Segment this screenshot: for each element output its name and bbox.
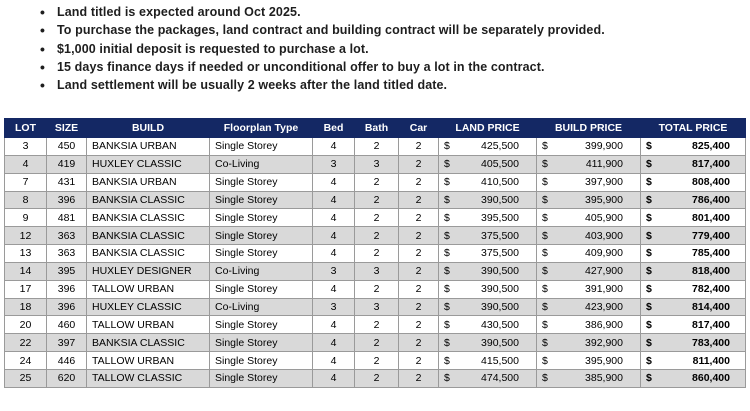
currency-symbol: $ bbox=[444, 158, 450, 171]
build-price-cell bbox=[537, 352, 641, 370]
price-amount: 430,500 bbox=[481, 318, 519, 331]
car-cell: 2 bbox=[399, 280, 439, 298]
price-amount: 386,900 bbox=[585, 318, 623, 331]
currency-symbol: $ bbox=[646, 140, 652, 153]
table-row bbox=[5, 209, 746, 227]
currency-symbol: $ bbox=[646, 318, 652, 331]
car-cell: 2 bbox=[399, 173, 439, 191]
total-price-cell bbox=[641, 191, 746, 209]
table-row bbox=[5, 191, 746, 209]
total-price-cell bbox=[641, 298, 746, 316]
build-cell: HUXLEY DESIGNER bbox=[87, 262, 210, 280]
price-amount: 375,500 bbox=[481, 229, 519, 242]
currency-symbol: $ bbox=[646, 247, 652, 260]
currency-symbol: $ bbox=[646, 211, 652, 224]
price-amount: 860,400 bbox=[692, 372, 730, 385]
currency-symbol: $ bbox=[646, 158, 652, 171]
total-price-cell bbox=[641, 209, 746, 227]
header-bath: Bath bbox=[355, 119, 399, 138]
bed-cell: 3 bbox=[313, 262, 355, 280]
price-amount: 825,400 bbox=[692, 140, 730, 153]
price-amount: 395,900 bbox=[585, 193, 623, 206]
currency-symbol: $ bbox=[444, 193, 450, 206]
table-row bbox=[5, 280, 746, 298]
currency-symbol: $ bbox=[542, 140, 548, 153]
bed-cell: 4 bbox=[313, 334, 355, 352]
currency-symbol: $ bbox=[646, 193, 652, 206]
build-cell: TALLOW URBAN bbox=[87, 280, 210, 298]
price-amount: 817,400 bbox=[692, 158, 730, 171]
build-cell: TALLOW CLASSIC bbox=[87, 369, 210, 387]
currency-symbol: $ bbox=[542, 354, 548, 367]
build-cell: BANKSIA URBAN bbox=[87, 173, 210, 191]
total-price-cell bbox=[641, 369, 746, 387]
land-price-cell bbox=[439, 334, 537, 352]
size-cell: 396 bbox=[47, 280, 87, 298]
car-cell: 2 bbox=[399, 369, 439, 387]
table-body bbox=[5, 138, 746, 388]
header-bed: Bed bbox=[313, 119, 355, 138]
note-item: • $1,000 initial deposit is requested to purchase a lot. bbox=[57, 40, 750, 58]
size-cell: 431 bbox=[47, 173, 87, 191]
bath-cell: 3 bbox=[355, 262, 399, 280]
land-price-cell bbox=[439, 155, 537, 173]
bath-cell: 2 bbox=[355, 280, 399, 298]
currency-symbol: $ bbox=[542, 229, 548, 242]
note-item: • Land titled is expected around Oct 2025. bbox=[57, 3, 750, 21]
bath-cell: 2 bbox=[355, 334, 399, 352]
bath-cell: 2 bbox=[355, 191, 399, 209]
build-price-cell bbox=[537, 316, 641, 334]
currency-symbol: $ bbox=[542, 193, 548, 206]
size-cell: 460 bbox=[47, 316, 87, 334]
price-amount: 783,400 bbox=[692, 336, 730, 349]
lot-cell: 22 bbox=[5, 334, 47, 352]
table-row bbox=[5, 352, 746, 370]
lot-cell: 13 bbox=[5, 245, 47, 263]
table-row bbox=[5, 334, 746, 352]
currency-symbol: $ bbox=[444, 301, 450, 314]
build-price-cell bbox=[537, 369, 641, 387]
size-cell: 396 bbox=[47, 191, 87, 209]
total-price-cell bbox=[641, 155, 746, 173]
size-cell: 450 bbox=[47, 138, 87, 156]
lot-cell: 25 bbox=[5, 369, 47, 387]
header-total-price: TOTAL PRICE bbox=[641, 119, 746, 138]
build-cell: BANKSIA CLASSIC bbox=[87, 191, 210, 209]
price-amount: 385,900 bbox=[585, 372, 623, 385]
currency-symbol: $ bbox=[542, 158, 548, 171]
size-cell: 419 bbox=[47, 155, 87, 173]
price-amount: 390,500 bbox=[481, 301, 519, 314]
size-cell: 481 bbox=[47, 209, 87, 227]
lot-cell: 12 bbox=[5, 227, 47, 245]
price-amount: 405,900 bbox=[585, 211, 623, 224]
floorplan-cell: Co-Living bbox=[210, 298, 313, 316]
total-price-cell bbox=[641, 138, 746, 156]
lot-cell: 4 bbox=[5, 155, 47, 173]
currency-symbol: $ bbox=[444, 318, 450, 331]
land-price-cell bbox=[439, 245, 537, 263]
price-amount: 817,400 bbox=[692, 318, 730, 331]
price-table bbox=[4, 118, 746, 388]
car-cell: 2 bbox=[399, 262, 439, 280]
lot-cell: 7 bbox=[5, 173, 47, 191]
land-price-cell bbox=[439, 262, 537, 280]
price-amount: 425,500 bbox=[481, 140, 519, 153]
bath-cell: 2 bbox=[355, 138, 399, 156]
total-price-cell bbox=[641, 280, 746, 298]
land-price-cell bbox=[439, 280, 537, 298]
currency-symbol: $ bbox=[646, 229, 652, 242]
total-price-cell bbox=[641, 262, 746, 280]
car-cell: 2 bbox=[399, 245, 439, 263]
size-cell: 396 bbox=[47, 298, 87, 316]
currency-symbol: $ bbox=[444, 140, 450, 153]
build-price-cell bbox=[537, 227, 641, 245]
build-cell: TALLOW URBAN bbox=[87, 316, 210, 334]
bed-cell: 4 bbox=[313, 245, 355, 263]
header-land-price: LAND PRICE bbox=[439, 119, 537, 138]
price-amount: 782,400 bbox=[692, 283, 730, 296]
build-price-cell bbox=[537, 280, 641, 298]
floorplan-cell: Single Storey bbox=[210, 227, 313, 245]
bed-cell: 4 bbox=[313, 369, 355, 387]
price-amount: 395,900 bbox=[585, 354, 623, 367]
table-row bbox=[5, 369, 746, 387]
currency-symbol: $ bbox=[646, 265, 652, 278]
currency-symbol: $ bbox=[646, 176, 652, 189]
currency-symbol: $ bbox=[444, 265, 450, 278]
floorplan-cell: Co-Living bbox=[210, 262, 313, 280]
land-price-cell bbox=[439, 369, 537, 387]
price-amount: 801,400 bbox=[692, 211, 730, 224]
header-lot: LOT bbox=[5, 119, 47, 138]
currency-symbol: $ bbox=[646, 354, 652, 367]
build-price-cell bbox=[537, 262, 641, 280]
note-item: • 15 days finance days if needed or unconditional offer to buy a lot in the contract. bbox=[57, 58, 750, 76]
build-price-cell bbox=[537, 298, 641, 316]
bed-cell: 3 bbox=[313, 155, 355, 173]
price-amount: 818,400 bbox=[692, 265, 730, 278]
table-row bbox=[5, 227, 746, 245]
floorplan-cell: Co-Living bbox=[210, 155, 313, 173]
build-cell: BANKSIA CLASSIC bbox=[87, 245, 210, 263]
size-cell: 395 bbox=[47, 262, 87, 280]
currency-symbol: $ bbox=[542, 176, 548, 189]
bath-cell: 2 bbox=[355, 245, 399, 263]
price-amount: 390,500 bbox=[481, 336, 519, 349]
price-amount: 392,900 bbox=[585, 336, 623, 349]
table-header-row bbox=[5, 119, 746, 138]
size-cell: 620 bbox=[47, 369, 87, 387]
lot-cell: 3 bbox=[5, 138, 47, 156]
price-amount: 423,900 bbox=[585, 301, 623, 314]
table-row bbox=[5, 138, 746, 156]
bed-cell: 4 bbox=[313, 280, 355, 298]
currency-symbol: $ bbox=[646, 283, 652, 296]
price-amount: 399,900 bbox=[585, 140, 623, 153]
floorplan-cell: Single Storey bbox=[210, 191, 313, 209]
build-cell: HUXLEY CLASSIC bbox=[87, 298, 210, 316]
header-build: BUILD bbox=[87, 119, 210, 138]
currency-symbol: $ bbox=[542, 336, 548, 349]
bath-cell: 2 bbox=[355, 316, 399, 334]
currency-symbol: $ bbox=[542, 265, 548, 278]
price-amount: 474,500 bbox=[481, 372, 519, 385]
build-price-cell bbox=[537, 209, 641, 227]
note-item: • Land settlement will be usually 2 weeks after the land titled date. bbox=[57, 76, 750, 94]
price-amount: 390,500 bbox=[481, 265, 519, 278]
floorplan-cell: Single Storey bbox=[210, 245, 313, 263]
bath-cell: 2 bbox=[355, 352, 399, 370]
lot-cell: 18 bbox=[5, 298, 47, 316]
car-cell: 2 bbox=[399, 352, 439, 370]
price-amount: 415,500 bbox=[481, 354, 519, 367]
bath-cell: 3 bbox=[355, 298, 399, 316]
bath-cell: 2 bbox=[355, 173, 399, 191]
price-amount: 390,500 bbox=[481, 193, 519, 206]
header-build-price: BUILD PRICE bbox=[537, 119, 641, 138]
currency-symbol: $ bbox=[444, 176, 450, 189]
land-price-cell bbox=[439, 298, 537, 316]
table-row bbox=[5, 155, 746, 173]
bed-cell: 4 bbox=[313, 316, 355, 334]
land-price-cell bbox=[439, 227, 537, 245]
currency-symbol: $ bbox=[444, 372, 450, 385]
car-cell: 2 bbox=[399, 138, 439, 156]
currency-symbol: $ bbox=[444, 211, 450, 224]
currency-symbol: $ bbox=[444, 336, 450, 349]
note-item: • To purchase the packages, land contract and building contract will be separately provided. bbox=[57, 21, 750, 39]
currency-symbol: $ bbox=[542, 283, 548, 296]
build-cell: BANKSIA CLASSIC bbox=[87, 227, 210, 245]
currency-symbol: $ bbox=[646, 301, 652, 314]
notes-list bbox=[0, 0, 750, 94]
land-price-cell bbox=[439, 209, 537, 227]
build-cell: HUXLEY CLASSIC bbox=[87, 155, 210, 173]
size-cell: 397 bbox=[47, 334, 87, 352]
build-cell: BANKSIA CLASSIC bbox=[87, 334, 210, 352]
build-price-cell bbox=[537, 191, 641, 209]
lot-cell: 24 bbox=[5, 352, 47, 370]
bath-cell: 2 bbox=[355, 369, 399, 387]
price-amount: 409,900 bbox=[585, 247, 623, 260]
price-amount: 814,400 bbox=[692, 301, 730, 314]
bed-cell: 4 bbox=[313, 209, 355, 227]
land-price-cell bbox=[439, 191, 537, 209]
price-amount: 403,900 bbox=[585, 229, 623, 242]
table-row bbox=[5, 262, 746, 280]
total-price-cell bbox=[641, 316, 746, 334]
car-cell: 2 bbox=[399, 191, 439, 209]
land-price-cell bbox=[439, 352, 537, 370]
car-cell: 2 bbox=[399, 209, 439, 227]
build-cell: TALLOW URBAN bbox=[87, 352, 210, 370]
total-price-cell bbox=[641, 352, 746, 370]
price-amount: 411,900 bbox=[585, 158, 623, 171]
price-amount: 786,400 bbox=[692, 193, 730, 206]
land-price-cell bbox=[439, 173, 537, 191]
build-cell: BANKSIA CLASSIC bbox=[87, 209, 210, 227]
bed-cell: 4 bbox=[313, 173, 355, 191]
floorplan-cell: Single Storey bbox=[210, 209, 313, 227]
header-car: Car bbox=[399, 119, 439, 138]
price-amount: 779,400 bbox=[692, 229, 730, 242]
header-size: SIZE bbox=[47, 119, 87, 138]
price-amount: 405,500 bbox=[481, 158, 519, 171]
lot-cell: 17 bbox=[5, 280, 47, 298]
floorplan-cell: Single Storey bbox=[210, 138, 313, 156]
table-row bbox=[5, 245, 746, 263]
total-price-cell bbox=[641, 227, 746, 245]
lot-cell: 9 bbox=[5, 209, 47, 227]
price-amount: 390,500 bbox=[481, 283, 519, 296]
currency-symbol: $ bbox=[542, 247, 548, 260]
currency-symbol: $ bbox=[646, 372, 652, 385]
price-amount: 397,900 bbox=[585, 176, 623, 189]
total-price-cell bbox=[641, 334, 746, 352]
currency-symbol: $ bbox=[542, 318, 548, 331]
price-amount: 785,400 bbox=[692, 247, 730, 260]
car-cell: 2 bbox=[399, 298, 439, 316]
currency-symbol: $ bbox=[444, 229, 450, 242]
price-amount: 395,500 bbox=[481, 211, 519, 224]
price-amount: 811,400 bbox=[692, 354, 730, 367]
build-price-cell bbox=[537, 173, 641, 191]
floorplan-cell: Single Storey bbox=[210, 173, 313, 191]
build-price-cell bbox=[537, 155, 641, 173]
currency-symbol: $ bbox=[542, 372, 548, 385]
bath-cell: 3 bbox=[355, 155, 399, 173]
lot-cell: 8 bbox=[5, 191, 47, 209]
currency-symbol: $ bbox=[646, 336, 652, 349]
currency-symbol: $ bbox=[542, 211, 548, 224]
car-cell: 2 bbox=[399, 227, 439, 245]
currency-symbol: $ bbox=[444, 283, 450, 296]
land-price-cell bbox=[439, 138, 537, 156]
table-row bbox=[5, 298, 746, 316]
lot-cell: 20 bbox=[5, 316, 47, 334]
size-cell: 446 bbox=[47, 352, 87, 370]
floorplan-cell: Single Storey bbox=[210, 334, 313, 352]
table-row bbox=[5, 316, 746, 334]
price-amount: 391,900 bbox=[585, 283, 623, 296]
price-amount: 808,400 bbox=[692, 176, 730, 189]
bed-cell: 4 bbox=[313, 352, 355, 370]
build-cell: BANKSIA URBAN bbox=[87, 138, 210, 156]
floorplan-cell: Single Storey bbox=[210, 316, 313, 334]
total-price-cell bbox=[641, 173, 746, 191]
header-floorplan: Floorplan Type bbox=[210, 119, 313, 138]
bed-cell: 3 bbox=[313, 298, 355, 316]
bath-cell: 2 bbox=[355, 227, 399, 245]
currency-symbol: $ bbox=[444, 247, 450, 260]
table-row bbox=[5, 173, 746, 191]
price-amount: 410,500 bbox=[481, 176, 519, 189]
total-price-cell bbox=[641, 245, 746, 263]
floorplan-cell: Single Storey bbox=[210, 352, 313, 370]
car-cell: 2 bbox=[399, 316, 439, 334]
price-amount: 375,500 bbox=[481, 247, 519, 260]
build-price-cell bbox=[537, 334, 641, 352]
land-price-cell bbox=[439, 316, 537, 334]
bed-cell: 4 bbox=[313, 138, 355, 156]
floorplan-cell: Single Storey bbox=[210, 280, 313, 298]
size-cell: 363 bbox=[47, 227, 87, 245]
bed-cell: 4 bbox=[313, 227, 355, 245]
size-cell: 363 bbox=[47, 245, 87, 263]
car-cell: 2 bbox=[399, 155, 439, 173]
build-price-cell bbox=[537, 245, 641, 263]
bath-cell: 2 bbox=[355, 209, 399, 227]
lot-cell: 14 bbox=[5, 262, 47, 280]
build-price-cell bbox=[537, 138, 641, 156]
floorplan-cell: Single Storey bbox=[210, 369, 313, 387]
currency-symbol: $ bbox=[542, 301, 548, 314]
bed-cell: 4 bbox=[313, 191, 355, 209]
price-amount: 427,900 bbox=[585, 265, 623, 278]
car-cell: 2 bbox=[399, 334, 439, 352]
currency-symbol: $ bbox=[444, 354, 450, 367]
